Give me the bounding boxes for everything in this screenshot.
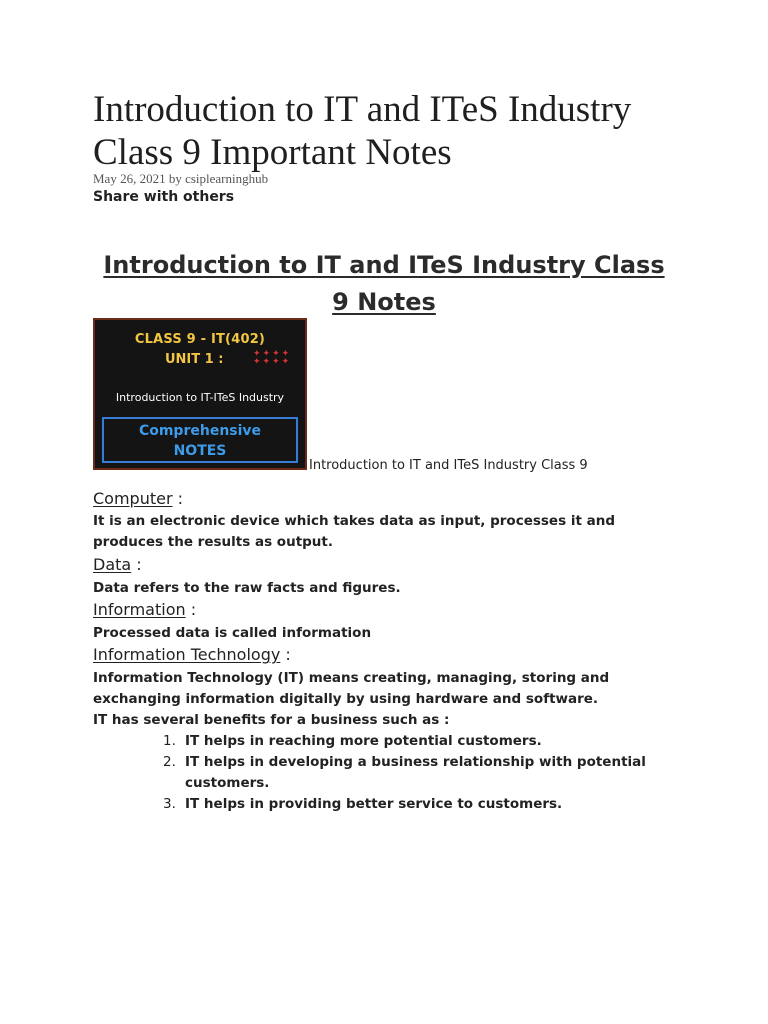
banner-box-line1: Comprehensive — [138, 423, 262, 439]
term-colon: : — [185, 600, 197, 619]
share-label: Share with others — [93, 189, 235, 205]
post-meta — [93, 171, 268, 187]
term-definition: Processed data is called information — [93, 625, 372, 641]
term-heading — [93, 600, 196, 619]
list-number: 3. — [163, 796, 176, 812]
list-text: IT helps in providing better service to customers. — [185, 796, 563, 812]
term-heading — [93, 645, 291, 664]
post-by: by — [168, 171, 182, 186]
term-word: Information — [93, 600, 186, 619]
list-text: IT helps in developing a business relationship with potential customers. — [185, 754, 646, 791]
term-word: Information Technology — [93, 645, 281, 664]
post-title: Introduction to IT and ITeS Industry Class 9 Important Notes — [93, 89, 632, 173]
term-heading — [93, 489, 183, 508]
article-heading: Introduction to IT and ITeS Industry Class 9 Notes — [103, 251, 665, 316]
term-word: Computer — [93, 489, 173, 508]
term-definition: It is an electronic device which takes data as input, processes it and produces the results as output. — [93, 513, 615, 550]
term-heading — [93, 555, 142, 574]
list-item — [163, 731, 663, 752]
image-caption: Introduction to IT and ITeS Industry Class 9 — [309, 458, 588, 473]
term-definition: Information Technology (IT) means creating, managing, storing and exchanging information digitally by using hardware and software. — [93, 670, 610, 707]
list-item — [163, 794, 663, 815]
list-number: 2. — [163, 754, 176, 770]
benefits-list — [163, 731, 663, 815]
benefits-intro: IT has several benefits for a business such as : — [93, 712, 450, 728]
post-date[interactable]: May 26, 2021 — [93, 171, 166, 186]
term-colon: : — [172, 489, 184, 508]
list-item — [163, 752, 663, 794]
term-colon: : — [131, 555, 142, 574]
banner-decoration-dots-icon: ✦✦✦✦ ✦✦✦✦ — [253, 349, 292, 367]
list-text: IT helps in reaching more potential customers. — [185, 733, 542, 749]
list-number: 1. — [163, 733, 176, 749]
banner-box-line2: NOTES — [173, 443, 227, 459]
banner-topic-label: Introduction to IT-ITeS Industry — [115, 391, 285, 404]
banner-class-label: CLASS 9 - IT(402) — [134, 332, 266, 347]
banner-notes-box — [102, 417, 298, 463]
article-banner-image — [93, 318, 307, 470]
term-colon: : — [280, 645, 291, 664]
term-definition: Data refers to the raw facts and figures. — [93, 580, 401, 596]
banner-unit-label: UNIT 1 : — [165, 352, 224, 367]
term-word: Data — [93, 555, 132, 574]
post-author[interactable]: csiplearninghub — [185, 171, 269, 186]
